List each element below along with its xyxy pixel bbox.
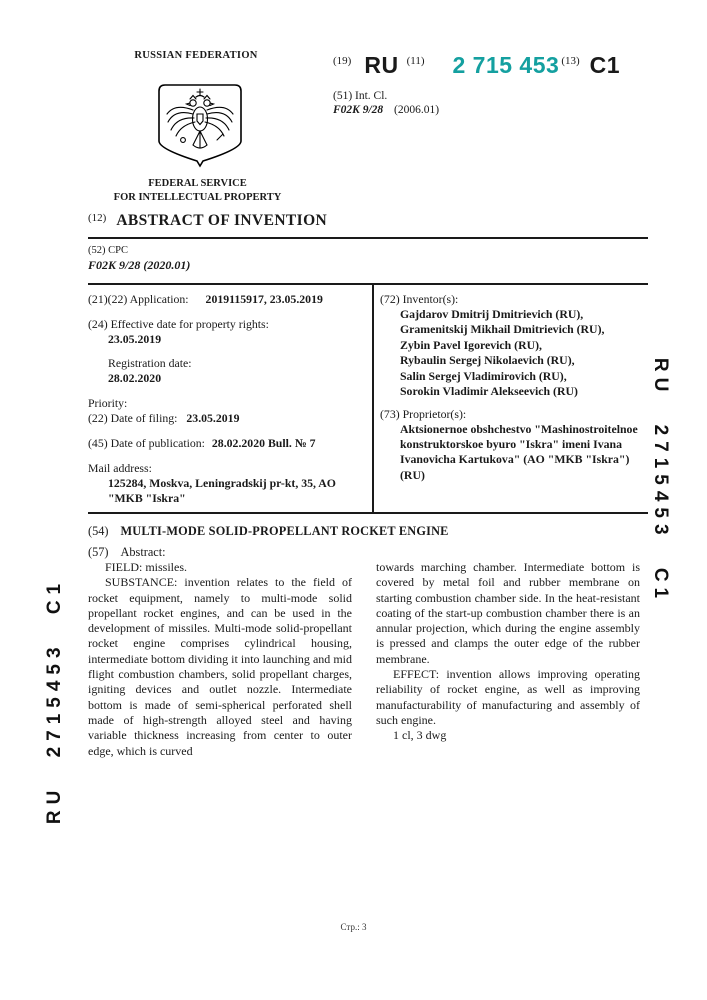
office-line2: FOR INTELLECTUAL PROPERTY <box>113 191 282 203</box>
publication-date-value: 28.02.2020 Bull. № 7 <box>211 436 316 450</box>
left-vertical-publication-number: RU 2715453 C1 <box>44 577 65 825</box>
application-value: 2019115917, 23.05.2019 <box>205 292 323 306</box>
inid-code-13: (13) <box>561 55 580 67</box>
mail-address-value: 125284, Moskva, Leningradskij pr-kt, 35, AO "MKB "Iskra" <box>108 476 336 506</box>
right-vertical-publication-number: RU 2715453 C1 <box>650 357 671 605</box>
inid-code-57: (57) <box>88 545 109 559</box>
invention-title: MULTI-MODE SOLID-PROPELLANT ROCKET ENGINE <box>120 524 449 538</box>
inventor-item: Salin Sergej Vladimirovich (RU), <box>400 368 567 383</box>
filing-date-row <box>88 411 239 426</box>
abstract-right-column <box>376 560 640 744</box>
int-cl-class: F02K 9/28 <box>333 104 384 116</box>
effective-date-label: (24) Effective date for property rights: <box>88 317 269 331</box>
inventors-label: (72) Inventor(s): <box>380 292 459 306</box>
priority-label: Priority: <box>88 396 128 410</box>
inid-code-12: (12) <box>88 212 107 224</box>
footer-page-number: 3 <box>361 922 367 932</box>
russian-coat-of-arms-icon <box>157 82 243 172</box>
invention-title-row <box>88 524 449 539</box>
abstract-heading: Abstract: <box>120 545 166 559</box>
abstract-continuation: towards marching chamber. Intermediate bottom is covered by metal foil and rubber membrane on starting combustion chamber side. In the heat-resistant coating of the start-up combustion chamber there is an annular projection, which during the engine assembly is pressed and clamps the outer edge of the rubber membrane. <box>376 560 640 666</box>
application-row <box>88 292 323 307</box>
inid-code-11: (11) <box>406 55 425 67</box>
publication-id-line <box>333 52 620 78</box>
inventor-item: Sorokin Vladimir Alekseevich (RU) <box>400 384 578 399</box>
rule-below-biblio-table <box>88 512 648 514</box>
filing-date-value: 23.05.2019 <box>186 411 240 425</box>
filing-date-label: (22) Date of filing: <box>88 411 178 425</box>
effective-date-value: 23.05.2019 <box>108 332 162 346</box>
inventors-list <box>400 307 648 399</box>
abstract-effect: EFFECT: invention allows improving operating reliability of rocket engine, as well as improving manufacturability of manufacturing and assembly of such engine. <box>376 667 640 727</box>
office-line1: FEDERAL SERVICE <box>148 178 247 189</box>
abstract-substance: SUBSTANCE: invention relates to the field of rocket equipment, namely to multi-mode solid propellant rocket engines, and can be used in the development of missiles. Multi-mode solid-propellant rocket engine comprises cylindrical housing, intermediate bottom dividing it into launching and mid flight combustion chambers, solid propellant charges, igniting devices and outlet nozzle. Intermediate bottom is made of semi-spherical perforated shell made of high-strength alloyed steel and having variable thickness increasing from center to outer edge, which is curved <box>88 575 352 758</box>
registration-date-value: 28.02.2020 <box>108 371 162 385</box>
abstract-left-column <box>88 560 352 759</box>
proprietors-value: Aktsionernoe obshchestvo "Mashinostroitelnoe konstruktorskoe byuro "Iskra" imeni Ivana Ivanovicha Kartukova" (AO "MKB "Iskra") (RU) <box>400 422 638 482</box>
cpc-label: (52) CPC <box>88 245 128 256</box>
biblio-column-divider <box>372 284 374 512</box>
country-code: RU <box>364 52 399 78</box>
int-cl-version: (2006.01) <box>394 104 440 116</box>
kind-code: C1 <box>589 52 621 78</box>
page-footer <box>0 922 707 932</box>
inventor-item: Rybaulin Sergej Nikolaevich (RU), <box>400 353 575 368</box>
publication-date-row <box>88 436 316 451</box>
application-label: (21)(22) Application: <box>88 292 189 306</box>
issuing-office <box>95 177 300 204</box>
int-cl-label: (51) Int. Cl. <box>333 90 388 102</box>
mail-address-label: Mail address: <box>88 461 152 475</box>
proprietors-label: (73) Proprietor(s): <box>380 407 467 421</box>
registration-date-label: Registration date: <box>108 356 192 370</box>
document-type <box>88 211 327 231</box>
inventor-item: Gramenitskij Mikhail Dmitrievich (RU), <box>400 322 605 337</box>
publication-number: 2 715 453 <box>452 52 560 78</box>
cpc-value: F02K 9/28 (2020.01) <box>88 258 191 272</box>
rule-above-biblio-table <box>88 283 648 285</box>
abstract-field: FIELD: missiles. <box>105 560 188 574</box>
rule-under-doc-type <box>88 237 648 239</box>
footer-page-label: Стр.: <box>340 922 360 932</box>
inventor-item: Gajdarov Dmitrij Dmitrievich (RU), <box>400 307 584 321</box>
document-type-title: ABSTRACT OF INVENTION <box>116 212 328 229</box>
inventor-item: Zybin Pavel Igorevich (RU), <box>400 337 542 352</box>
inid-code-54: (54) <box>88 524 109 538</box>
inid-code-19: (19) <box>333 55 352 67</box>
int-cl-value <box>333 104 439 116</box>
country-name: RUSSIAN FEDERATION <box>134 50 258 61</box>
abstract-figures-count: 1 cl, 3 dwg <box>393 728 447 743</box>
publication-date-label: (45) Date of publication: <box>88 436 205 450</box>
abstract-heading-row <box>88 545 166 560</box>
